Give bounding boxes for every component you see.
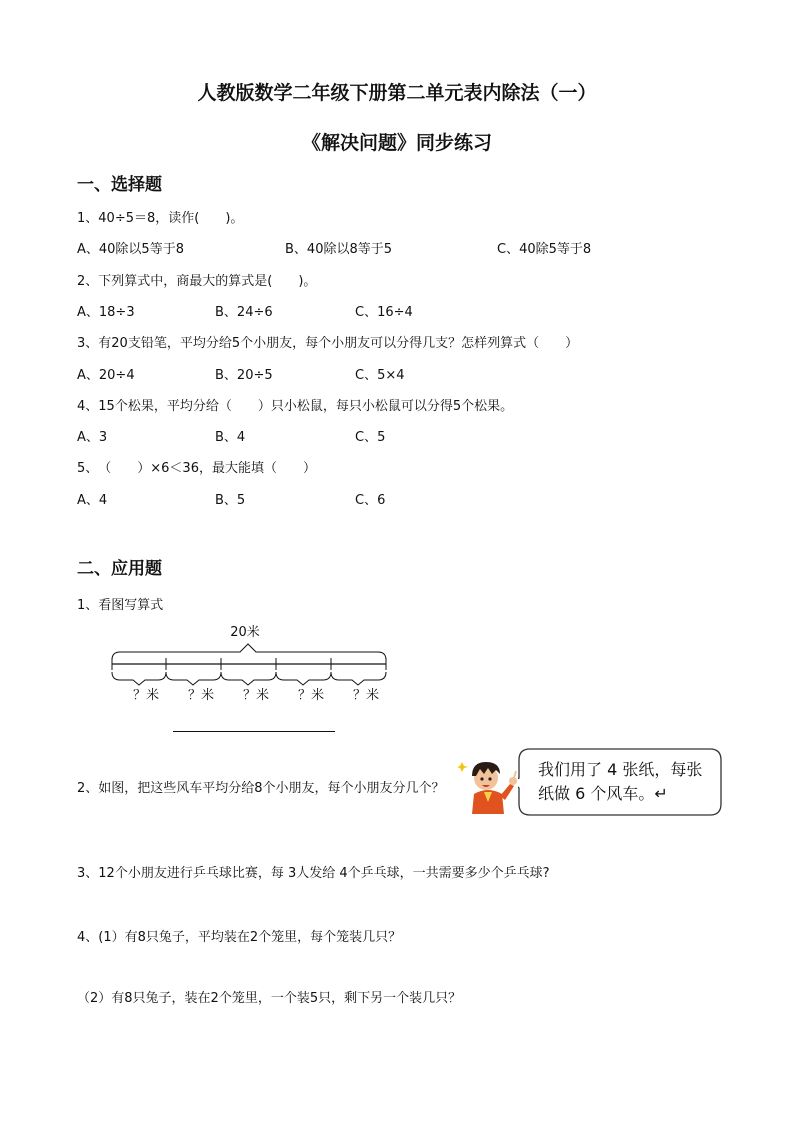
option-b: B、40除以8等于5	[285, 242, 393, 257]
segment-brace	[276, 672, 331, 685]
eye	[488, 777, 491, 780]
question-1: 1、看图写算式	[77, 598, 164, 613]
question-4: 4、15个松果，平均分给（ ）只小松鼠，每只小松鼠可以分得5个松果。	[77, 399, 514, 414]
option-b: B、24÷6	[215, 305, 273, 320]
segment-brace	[331, 672, 386, 685]
total-brace	[112, 644, 386, 660]
option-c: C、5×4	[355, 368, 405, 383]
question-3: 3、有20支铅笔，平均分给5个小朋友，每个小朋友可以分得几支？怎样列算式（ ）	[77, 336, 579, 351]
segment-diagram	[100, 620, 400, 710]
bubble-text: 我们用了 4 张纸，每张纸做 6 个风车。↵	[538, 760, 703, 803]
option-a: A、18÷3	[77, 305, 135, 320]
section-heading-application: 二、应用题	[77, 559, 162, 579]
option-a: A、20÷4	[77, 368, 135, 383]
boy-illustration	[458, 754, 520, 814]
finger	[514, 771, 516, 778]
segment-label: ？米	[297, 688, 325, 703]
question-4-part-2: （2）有8只兔子，装在2个笼里，一个装5只，剩下另一个装几只？	[77, 991, 462, 1006]
page-title: 人教版数学二年级下册第二单元表内除法（一）	[197, 82, 597, 104]
segment-brace	[166, 672, 221, 685]
sparkle-icon	[458, 762, 468, 772]
page-subtitle: 《解决问题》同步练习	[301, 132, 492, 154]
hand	[509, 777, 517, 785]
segment-label: ？米	[132, 688, 160, 703]
option-c: C、6	[355, 493, 386, 508]
arm	[500, 784, 514, 800]
option-b: B、20÷5	[215, 368, 273, 383]
answer-line	[173, 731, 335, 732]
question-3: 3、12个小朋友进行乒乓球比赛，每 3人发给 4个乒乓球，一共需要多少个乒乓球?	[77, 866, 550, 881]
option-c: C、5	[355, 430, 386, 445]
option-b: B、5	[215, 493, 246, 508]
option-a: A、3	[77, 430, 108, 445]
option-c: C、16÷4	[355, 305, 413, 320]
question-4-part-1: 4、(1）有8只兔子，平均装在2个笼里，每个笼装几只？	[77, 930, 402, 945]
segment-brace	[112, 672, 166, 685]
option-b: B、4	[215, 430, 246, 445]
option-a: A、4	[77, 493, 108, 508]
question-2: 2、下列算式中，商最大的算式是( )。	[77, 274, 317, 289]
section-heading-choice: 一、选择题	[77, 175, 162, 195]
question-1: 1、40÷5＝8，读作( )。	[77, 211, 244, 226]
segment-label: ？米	[352, 688, 380, 703]
question-5: 5、 （ ）×6＜36，最大能填（ ）	[77, 461, 316, 476]
option-a: A、40除以5等于8	[77, 242, 184, 257]
segment-label: ？米	[187, 688, 215, 703]
total-length-label: 20米	[230, 625, 260, 640]
option-c: C、40除5等于8	[497, 242, 592, 257]
segment-brace	[221, 672, 276, 685]
eye	[480, 777, 483, 780]
question-2: 2、如图，把这些风车平均分给8个小朋友，每个小朋友分几个？	[77, 781, 445, 796]
segment-label: ？米	[242, 688, 270, 703]
